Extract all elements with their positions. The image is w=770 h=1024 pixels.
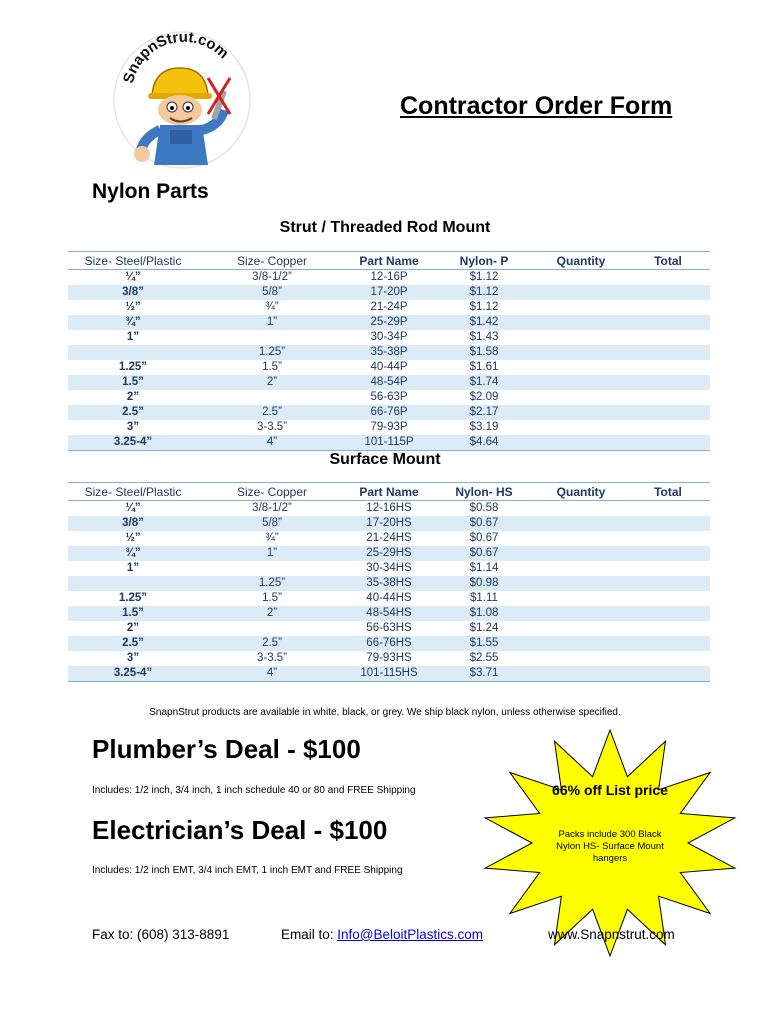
quantity-cell[interactable] — [536, 360, 626, 375]
total-cell — [626, 375, 710, 390]
total-cell — [626, 405, 710, 420]
size-steel-cell: 3.25-4” — [68, 435, 198, 451]
email-link[interactable]: Info@BeloitPlastics.com — [337, 927, 484, 942]
section-title: Nylon Parts — [92, 180, 209, 203]
size-steel-cell: 2.5” — [68, 405, 198, 420]
part-name-cell: 48-54P — [346, 375, 432, 390]
nylon-price-cell: $1.61 — [469, 361, 499, 373]
size-steel-cell: 1” — [126, 562, 140, 574]
size-copper-cell: 3/8-1/2” — [252, 502, 292, 514]
size-copper-cell: 2.5” — [198, 405, 346, 420]
table-row — [68, 435, 710, 451]
quantity-cell[interactable] — [536, 621, 626, 636]
total-cell — [626, 576, 710, 591]
size-copper-cell: 3-3.5” — [256, 652, 288, 664]
size-copper-cell: 1” — [198, 546, 346, 561]
part-name-cell: 30-34HS — [366, 562, 412, 574]
col-header-quantity: Quantity — [536, 483, 626, 501]
email-line — [281, 927, 483, 942]
part-name-cell: 35-38P — [346, 345, 432, 360]
table-row — [68, 345, 710, 360]
total-cell — [626, 420, 710, 435]
table-row — [68, 576, 710, 591]
quantity-cell[interactable] — [536, 405, 626, 420]
electricians-deal-includes: Includes: 1/2 inch EMT, 3/4 inch EMT, 1 inch EMT and FREE Shipping — [92, 865, 403, 876]
table-row — [68, 405, 710, 420]
quantity-cell[interactable] — [536, 606, 626, 621]
form-title: Contractor Order Form — [400, 92, 673, 120]
size-copper-cell: 4” — [198, 435, 346, 451]
total-cell — [626, 390, 710, 405]
size-steel-cell: ¾” — [68, 315, 198, 330]
total-cell — [626, 285, 710, 300]
table-row — [68, 375, 710, 390]
total-cell — [626, 345, 710, 360]
size-copper-cell: 1.25” — [198, 345, 346, 360]
total-cell — [626, 315, 710, 330]
part-name-cell: 56-63HS — [366, 622, 412, 634]
nylon-price-cell: $0.98 — [432, 576, 536, 591]
nylon-price-cell: $1.12 — [469, 301, 499, 313]
table-header-row — [68, 483, 710, 501]
table-row — [68, 516, 710, 531]
nylon-price-cell: $1.43 — [469, 331, 499, 343]
part-name-cell: 35-38HS — [346, 576, 432, 591]
part-name-cell: 12-16HS — [366, 502, 412, 514]
table-header-row — [68, 252, 710, 270]
plumbers-deal-title: Plumber’s Deal - $100 — [92, 734, 361, 764]
snapnstrut-logo — [112, 30, 252, 170]
quantity-cell[interactable] — [536, 300, 626, 315]
quantity-cell[interactable] — [536, 390, 626, 405]
size-copper-cell: ¾” — [265, 301, 279, 313]
nylon-price-cell: $1.11 — [470, 592, 498, 604]
size-steel-cell: ¾” — [68, 546, 198, 561]
table-row — [68, 606, 710, 621]
size-steel-cell: ¼” — [125, 271, 141, 283]
part-name-cell: 48-54HS — [346, 606, 432, 621]
size-copper-cell: 2” — [198, 375, 346, 390]
total-cell — [626, 606, 710, 621]
table-row — [68, 561, 710, 576]
table-row — [68, 636, 710, 651]
email-label: Email to: — [281, 927, 338, 942]
table-row — [68, 531, 710, 546]
quantity-cell[interactable] — [536, 561, 626, 576]
size-steel-cell: ¼” — [125, 502, 141, 514]
total-cell — [626, 270, 710, 286]
size-steel-cell: 2.5” — [68, 636, 198, 651]
total-cell — [626, 651, 710, 666]
part-name-cell: 21-24HS — [366, 532, 412, 544]
color-availability-note: SnapnStrut products are available in white, black, or grey. We ship black nylon, unless otherwise specified. — [149, 707, 621, 718]
table-title-strut: Strut / Threaded Rod Mount — [279, 219, 491, 236]
table-row — [68, 651, 710, 666]
table-row — [68, 501, 710, 517]
size-copper-cell — [198, 621, 346, 636]
size-steel-cell: 3” — [126, 421, 140, 433]
fax-number: Fax to: (608) 313-8891 — [92, 927, 230, 942]
table-title-surface: Surface Mount — [329, 451, 441, 468]
nylon-price-cell: $3.19 — [469, 421, 499, 433]
electricians-deal-title: Electrician’s Deal - $100 — [92, 815, 388, 845]
nylon-price-cell: $0.67 — [432, 546, 536, 561]
col-header-nylon-price: Nylon- HS — [432, 483, 536, 501]
table-row — [68, 390, 710, 405]
total-cell — [626, 621, 710, 636]
size-steel-cell: 3/8” — [68, 285, 198, 300]
col-header-size-steel: Size- Steel/Plastic — [68, 252, 198, 270]
nylon-price-cell: $0.67 — [469, 532, 499, 544]
quantity-cell[interactable] — [536, 516, 626, 531]
size-copper-cell: 4” — [198, 666, 346, 682]
size-steel-cell: 1.5” — [68, 606, 198, 621]
quantity-cell[interactable] — [536, 420, 626, 435]
quantity-cell[interactable] — [536, 666, 626, 682]
total-cell — [626, 330, 710, 345]
total-cell — [626, 300, 710, 315]
part-name-cell: 17-20HS — [346, 516, 432, 531]
size-copper-cell: 2.5” — [198, 636, 346, 651]
nylon-price-cell: $1.74 — [432, 375, 536, 390]
part-name-cell: 40-44P — [370, 361, 408, 373]
nylon-price-cell: $2.55 — [469, 652, 499, 664]
size-steel-cell — [68, 576, 198, 591]
size-copper-cell: 3-3.5” — [256, 421, 288, 433]
table-row — [68, 285, 710, 300]
col-header-part-name: Part Name — [346, 252, 432, 270]
part-name-cell: 12-16P — [370, 271, 408, 283]
table-row — [68, 420, 710, 435]
size-copper-cell — [198, 561, 346, 576]
part-name-cell: 25-29P — [346, 315, 432, 330]
size-copper-cell: 1.25” — [198, 576, 346, 591]
website-url: www.Snapnstrut.com — [548, 927, 675, 942]
quantity-cell[interactable] — [536, 375, 626, 390]
nylon-price-cell: $1.58 — [432, 345, 536, 360]
size-copper-cell: 1.5” — [262, 361, 282, 373]
quantity-cell[interactable] — [536, 576, 626, 591]
nylon-price-cell: $1.14 — [469, 562, 499, 574]
col-header-size-copper: Size- Copper — [198, 252, 346, 270]
part-name-cell: 66-76P — [346, 405, 432, 420]
size-steel-cell — [68, 345, 198, 360]
size-copper-cell: 5/8” — [198, 516, 346, 531]
nylon-price-cell: $4.64 — [432, 435, 536, 451]
total-cell — [626, 546, 710, 561]
total-cell — [626, 636, 710, 651]
size-copper-cell: 2” — [198, 606, 346, 621]
table-row — [68, 546, 710, 561]
total-cell — [626, 360, 710, 375]
nylon-price-cell: $1.42 — [432, 315, 536, 330]
quantity-cell[interactable] — [536, 651, 626, 666]
total-cell — [626, 591, 710, 606]
size-steel-cell: 2” — [126, 391, 140, 403]
quantity-cell[interactable] — [536, 285, 626, 300]
nylon-price-cell: $1.08 — [432, 606, 536, 621]
total-cell — [626, 561, 710, 576]
strut-mount-table — [68, 251, 710, 451]
col-header-total: Total — [626, 252, 710, 270]
size-copper-cell: 1” — [198, 315, 346, 330]
nylon-price-cell: $3.71 — [432, 666, 536, 682]
quantity-cell[interactable] — [536, 636, 626, 651]
table-row — [68, 360, 710, 375]
nylon-price-cell: $1.24 — [469, 622, 499, 634]
quantity-cell[interactable] — [536, 546, 626, 561]
size-steel-cell: 3.25-4” — [68, 666, 198, 682]
table-row — [68, 330, 710, 345]
size-steel-cell: 3” — [126, 652, 140, 664]
col-header-total: Total — [626, 483, 710, 501]
nylon-price-cell: $0.58 — [469, 502, 499, 514]
quantity-cell[interactable] — [536, 591, 626, 606]
part-name-cell: 79-93HS — [366, 652, 412, 664]
size-steel-cell: 3/8” — [68, 516, 198, 531]
size-copper-cell: 3/8-1/2” — [252, 271, 292, 283]
nylon-price-cell: $2.17 — [432, 405, 536, 420]
size-copper-cell — [198, 330, 346, 345]
nylon-price-cell: $0.67 — [432, 516, 536, 531]
size-steel-cell: 1.25” — [118, 361, 148, 373]
size-steel-cell: 1” — [126, 331, 140, 343]
part-name-cell: 79-93P — [370, 421, 408, 433]
col-header-part-name: Part Name — [346, 483, 432, 501]
col-header-size-steel: Size- Steel/Plastic — [68, 483, 198, 501]
table-row — [68, 300, 710, 315]
size-copper-cell: 1.5” — [262, 592, 282, 604]
quantity-cell[interactable] — [536, 270, 626, 286]
surface-mount-table — [68, 482, 710, 682]
size-steel-cell: ½” — [125, 301, 141, 313]
size-copper-cell: ¾” — [265, 532, 279, 544]
quantity-cell[interactable] — [536, 330, 626, 345]
quantity-cell[interactable] — [536, 531, 626, 546]
size-copper-cell — [198, 390, 346, 405]
size-steel-cell: ½” — [125, 532, 141, 544]
part-name-cell: 66-76HS — [346, 636, 432, 651]
quantity-cell[interactable] — [536, 435, 626, 451]
part-name-cell: 21-24P — [370, 301, 408, 313]
part-name-cell: 40-44HS — [366, 592, 412, 604]
nylon-price-cell: $1.12 — [432, 285, 536, 300]
quantity-cell[interactable] — [536, 315, 626, 330]
part-name-cell: 56-63P — [370, 391, 408, 403]
size-steel-cell: 2” — [126, 622, 140, 634]
nylon-price-cell: $1.55 — [432, 636, 536, 651]
quantity-cell[interactable] — [536, 345, 626, 360]
table-row — [68, 270, 710, 286]
table-row — [68, 591, 710, 606]
size-steel-cell: 1.25” — [118, 592, 148, 604]
table-row — [68, 621, 710, 636]
part-name-cell: 101-115P — [346, 435, 432, 451]
total-cell — [626, 516, 710, 531]
part-name-cell: 25-29HS — [346, 546, 432, 561]
discount-headline: 66% off List price — [552, 782, 668, 798]
logo-text: SnapnStrut.com — [120, 30, 232, 86]
col-header-quantity: Quantity — [536, 252, 626, 270]
part-name-cell: 101-115HS — [346, 666, 432, 682]
table-row — [68, 666, 710, 682]
size-steel-cell: 1.5” — [68, 375, 198, 390]
total-cell — [626, 435, 710, 451]
col-header-size-copper: Size- Copper — [198, 483, 346, 501]
size-copper-cell: 5/8” — [198, 285, 346, 300]
total-cell — [626, 531, 710, 546]
total-cell — [626, 501, 710, 517]
nylon-price-cell: $2.09 — [469, 391, 499, 403]
plumbers-deal-includes: Includes: 1/2 inch, 3/4 inch, 1 inch schedule 40 or 80 and FREE Shipping — [92, 785, 416, 796]
quantity-cell[interactable] — [536, 501, 626, 517]
discount-subtext: Packs include 300 Black Nylon HS- Surface Mount hangers — [556, 829, 664, 864]
table-row — [68, 315, 710, 330]
col-header-nylon-price: Nylon- P — [432, 252, 536, 270]
nylon-price-cell: $1.12 — [469, 271, 499, 283]
part-name-cell: 30-34P — [370, 331, 408, 343]
part-name-cell: 17-20P — [346, 285, 432, 300]
total-cell — [626, 666, 710, 682]
